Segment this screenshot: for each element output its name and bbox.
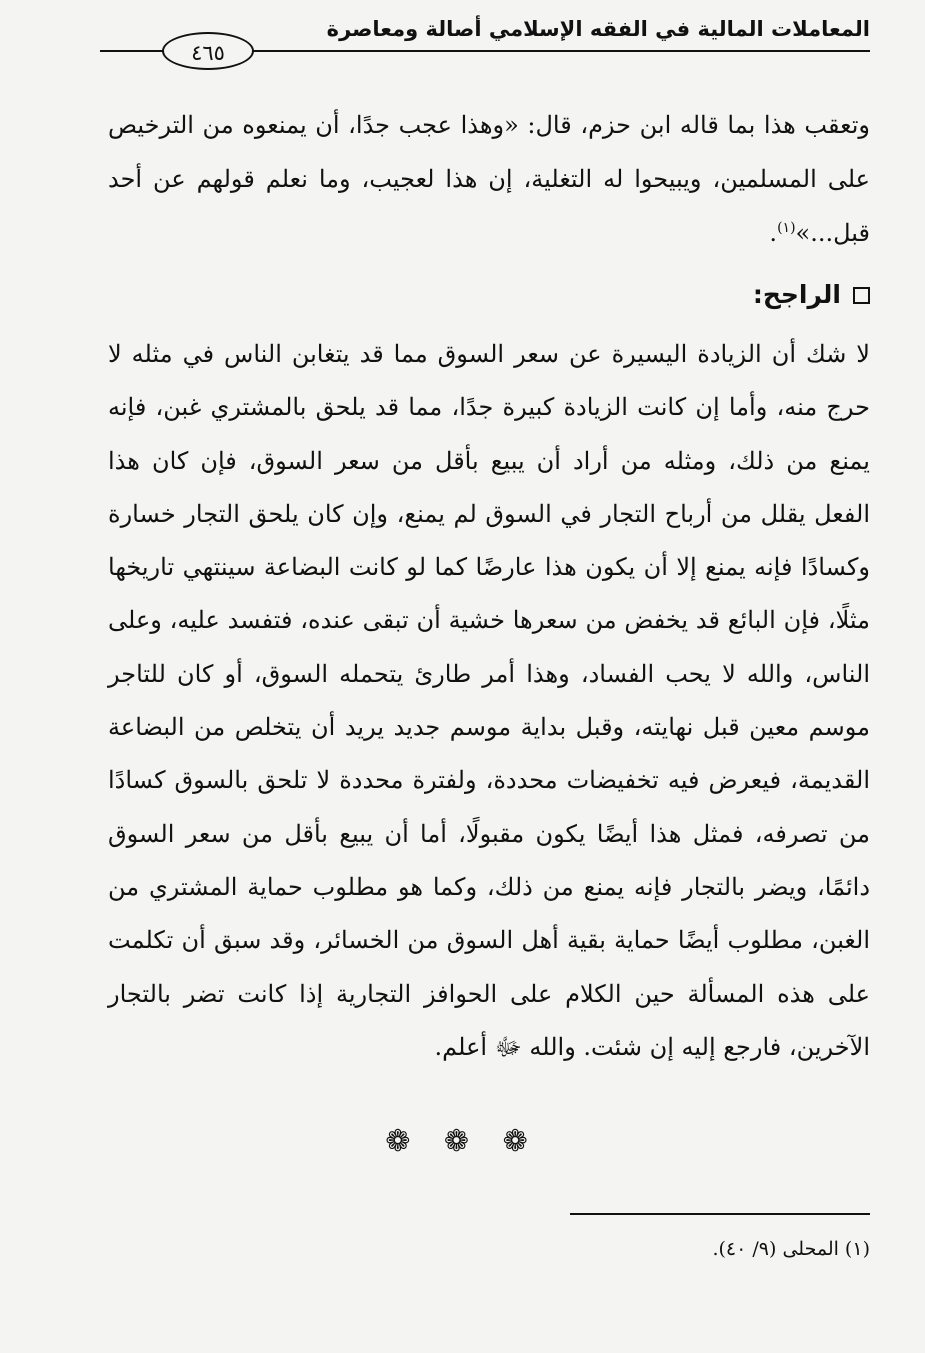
page-number: ٤٦٥ <box>162 32 254 70</box>
checkbox-square-icon <box>853 287 870 304</box>
paragraph-1-text: وتعقب هذا بما قاله ابن حزم، قال: «وهذا عجب جدًا، أن يمنعوه من الترخيص على المسلمين، ويبيحوا له التغلية، إن هذا لعجيب، وما نعلم قولهم عن أحد قبل...» <box>108 111 870 247</box>
footnote-rule <box>570 1213 870 1215</box>
paragraph-2: لا شك أن الزيادة اليسيرة عن سعر السوق مما قد يتغابن الناس في مثله لا حرج منه، وأما إن كانت الزيادة كبيرة جدًا، مما قد يلحق بالمشتري غبن، فإنه يمنع من ذلك، ومثله من أراد أن يبيع بأقل من سعر السوق، فإن كان هذا الفعل يقلل من أرباح التجار في السوق لم يمنع، وإن كان يلحق التجار خسارة وكسادًا فإنه يمنع إلا أن يكون هذا عارضًا كما لو كانت البضاعة سينتهي تاريخها مثلًا، فإن البائع قد يخفض من سعرها خشية أن تبقى عنده، فتفسد عليه، وعلى الناس، والله لا يحب الفساد، وهذا أمر طارئ يتحمله السوق، أو كان للتاجر موسم معين قبل نهايته، وقبل بداية موسم جديد يريد أن يتخلص من البضاعة القديمة، فيعرض فيه تخفيضات محددة، ولفترة محددة لا تلحق بالسوق كسادًا من تصرفه، فمثل هذا أيضًا يكون مقبولًا، أما أن يبيع بأقل من سعر السوق دائمًا، ويضر بالتجار فإنه يمنع من ذلك، وكما هو مطلوب حماية المشتري من الغبن، مطلوب أيضًا حماية بقية أهل السوق من الخسائر، وقد سبق أن تكلمت على هذه المسألة حين الكلام على الحوافز التجارية إذا كانت تضر بالتجار الآخرين، فارجع إليه إن شئت. والله ﷻ أعلم. <box>108 340 870 1061</box>
ornament-separator: ❁ ❁ ❁ <box>385 1124 540 1159</box>
section-heading-text: الراجح: <box>752 280 841 309</box>
footnote: (١) المحلى (٩/ ٤٠). <box>712 1238 870 1260</box>
paragraph-1 <box>108 98 870 260</box>
paragraph-1-end: . <box>769 219 778 247</box>
running-header-title: المعاملات المالية في الفقه الإسلامي أصالة ومعاصرة <box>326 17 870 41</box>
footnote-reference: (١) <box>777 220 796 236</box>
section-heading <box>108 275 870 315</box>
